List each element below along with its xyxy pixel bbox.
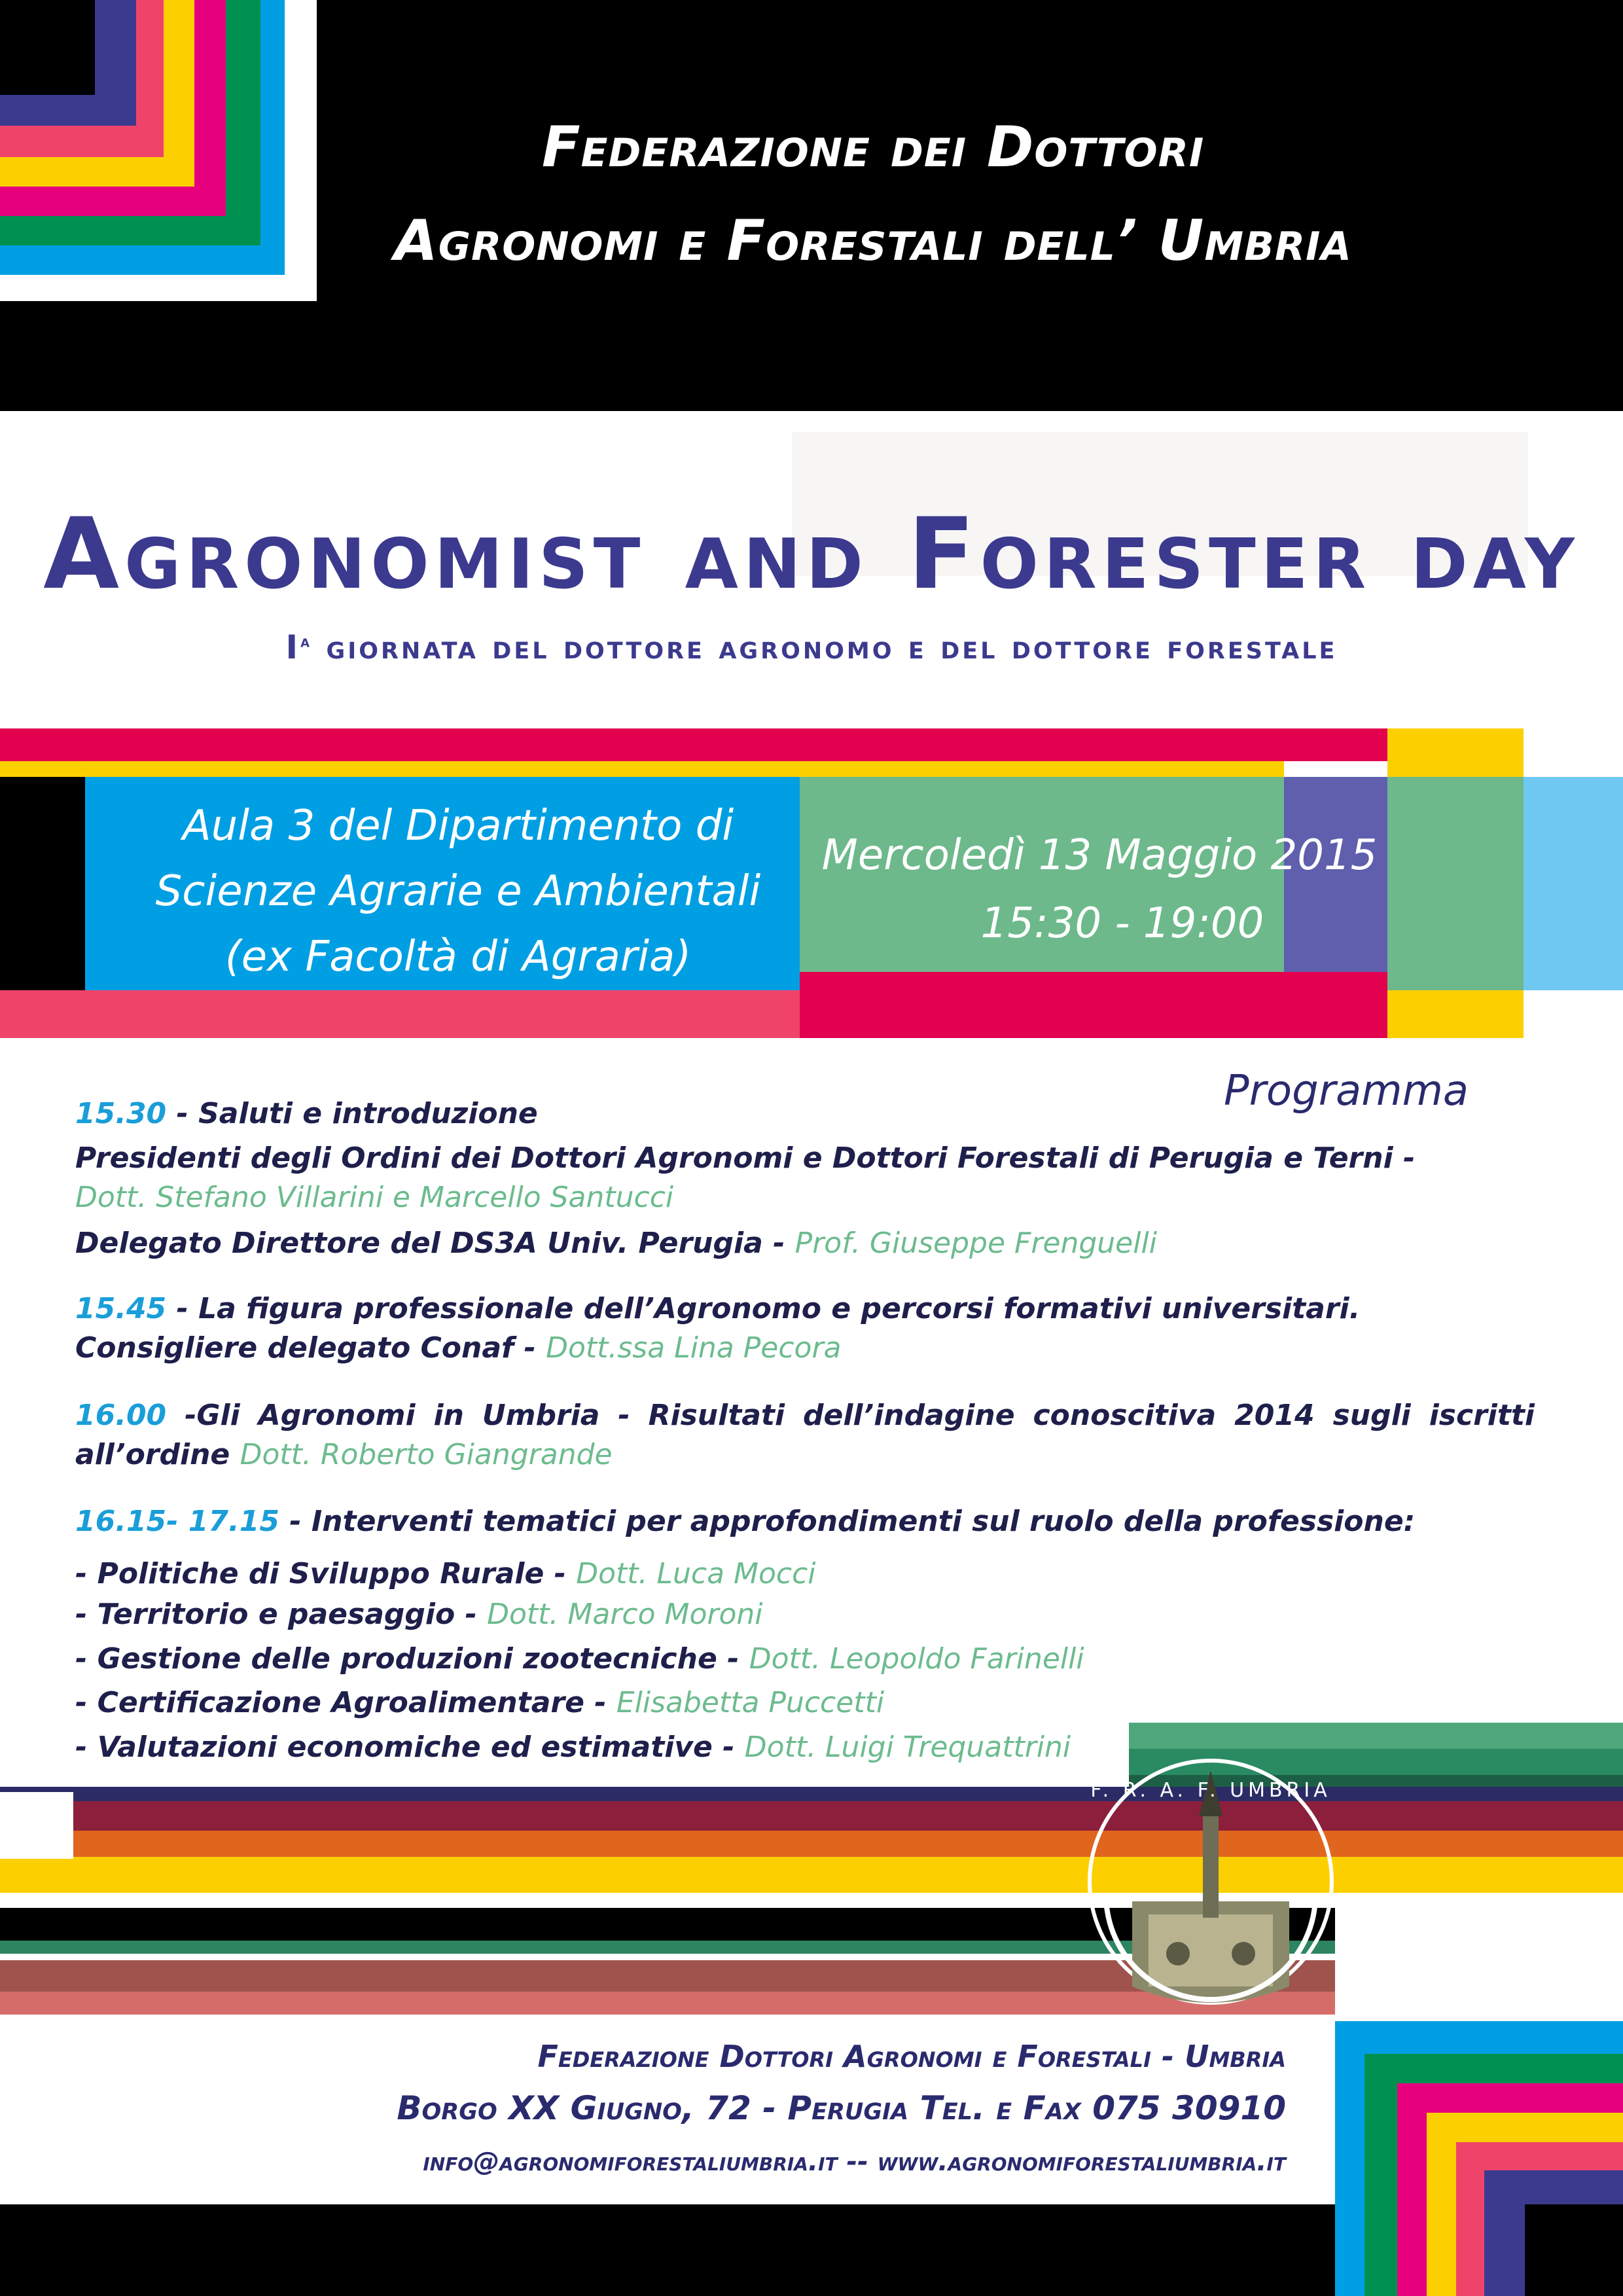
subtitle-prefix: I (285, 628, 301, 666)
topic-2-text: - Territorio e paesaggio - (75, 1598, 488, 1631)
topic-1-text: - Politiche di Sviluppo Rurale - (75, 1557, 577, 1590)
topic-5-speaker: Dott. Luigi Trequattrini (744, 1731, 1071, 1764)
topic-4-text: - Certificazione Agroalimentare - (75, 1686, 616, 1719)
stripe-yellow (0, 1857, 1623, 1893)
event-subtitle (0, 628, 1623, 666)
topic-1 (75, 1554, 1535, 1594)
session-2-label: - La figura professionale dell’Agronomo e percorsi formativi universitari. (166, 1292, 1361, 1325)
banner-block-green-right (1387, 777, 1524, 990)
topic-4-speaker: Elisabetta Puccetti (616, 1686, 885, 1719)
footer-address: Borgo XX Giugno, 72 - Perugia Tel. e Fax 075 30910 (397, 2089, 1286, 2127)
stripe-notch (0, 1792, 73, 1859)
footer-contacts: info@agronomiforestaliumbria.it -- www.agronomiforestaliumbria.it (423, 2147, 1286, 2177)
fraf-umbria-logo (1086, 1751, 1335, 2013)
topic-2 (75, 1595, 1535, 1634)
session-2-time: 15.45 (75, 1292, 167, 1325)
header-title-line-1: Federazione dei Dottori (541, 115, 1205, 180)
session-1-delegate-speaker: Prof. Giuseppe Frenguelli (794, 1227, 1157, 1260)
time-line: 15:30 - 19:00 (980, 899, 1264, 948)
session-2-role: Consigliere delegato Conaf - (75, 1331, 546, 1365)
venue-block (85, 793, 831, 990)
session-1-delegate: Delegato Direttore del DS3A Univ. Perugia - (75, 1227, 795, 1260)
banner-block-lightblue (1524, 777, 1623, 990)
banner-block-black (0, 777, 85, 990)
date-block (805, 821, 1394, 958)
stripe-navy (0, 1787, 1623, 1801)
session-1-title (75, 1094, 1535, 1134)
stripe-black (0, 0, 95, 95)
session-1-time: 15.30 (75, 1097, 167, 1130)
subtitle-superscript: a (300, 632, 313, 652)
session-1-line-2: Presidenti degli Ordini dei Dottori Agronomi e Dottori Forestali di Perugia e Terni - (75, 1141, 1416, 1175)
logo-arch-right (1232, 1942, 1255, 1965)
session-4-label: - Interventi tematici per approfondimenti sul ruolo della professione: (279, 1505, 1416, 1538)
banner-stripe-yellow (0, 761, 1284, 777)
session-3-label: -Gli Agronomi in Umbria - Risultati dell’indagine conoscitiva 2014 sugli iscritti all’ordine (75, 1399, 1535, 1471)
topic-5-text: - Valutazioni economiche ed estimative - (75, 1731, 745, 1764)
logo-arch-left (1166, 1942, 1190, 1965)
session-3-speaker: Dott. Roberto Giangrande (240, 1438, 613, 1471)
session-1-label: - Saluti e introduzione (166, 1097, 538, 1130)
stripe-maroon (0, 1801, 1623, 1831)
logo-text: F. R. A. F. UMBRIA (1090, 1779, 1331, 1802)
corner-stripes-top-left (0, 0, 317, 301)
session-2-line-2 (75, 1329, 1535, 1368)
venue-line-2: Scienze Agrarie e Ambientali (155, 867, 761, 916)
session-4-title (75, 1502, 1535, 1541)
session-1-speakers (75, 1178, 1535, 1217)
venue-line-3: (ex Facoltà di Agraria) (224, 933, 692, 981)
logo-tower (1203, 1813, 1219, 1918)
date-line: Mercoledì 13 Maggio 2015 (821, 831, 1378, 880)
session-1-speaker-names: Dott. Stefano Villarini e Marcello Santucci (75, 1181, 674, 1214)
banner-stripe-pink (0, 990, 800, 1038)
corner-stripes-bottom-right (1335, 2021, 1623, 2296)
venue-line-1: Aula 3 del Dipartimento di (182, 802, 734, 850)
topic-3-speaker: Dott. Leopoldo Farinelli (749, 1642, 1084, 1676)
corner-stripe-black (1525, 2204, 1623, 2296)
stripe-green-top (1129, 1723, 1623, 1749)
event-title: Agronomist and Forester day (43, 497, 1580, 611)
session-1-line-4 (75, 1224, 1535, 1263)
session-2-speaker: Dott.ssa Lina Pecora (546, 1331, 842, 1365)
footer-band-black (0, 2204, 1342, 2296)
session-3 (75, 1396, 1535, 1475)
banner-stripe-magenta (0, 728, 1387, 761)
footer-org-name: Federazione Dottori Agronomi e Forestali - Umbria (537, 2039, 1286, 2074)
session-3-time: 16.00 (75, 1399, 167, 1432)
program-heading: Programma (1224, 1067, 1469, 1115)
topic-4 (75, 1683, 1535, 1723)
topic-3 (75, 1640, 1535, 1679)
topic-3-text: - Gestione delle produzioni zootecniche - (75, 1642, 749, 1676)
session-4-time: 16.15- 17.15 (75, 1505, 279, 1538)
session-2-title (75, 1289, 1535, 1329)
topic-2-speaker: Dott. Marco Moroni (487, 1598, 763, 1631)
header-title-line-2: Agronomi e Forestali dell’ Umbria (394, 208, 1352, 274)
banner-block-magenta (800, 972, 1387, 1038)
topic-1-speaker: Dott. Luca Mocci (576, 1557, 816, 1590)
subtitle-text: giornata del dottore agronomo e del dottore forestale (326, 628, 1338, 666)
stripe-orange (0, 1831, 1623, 1857)
